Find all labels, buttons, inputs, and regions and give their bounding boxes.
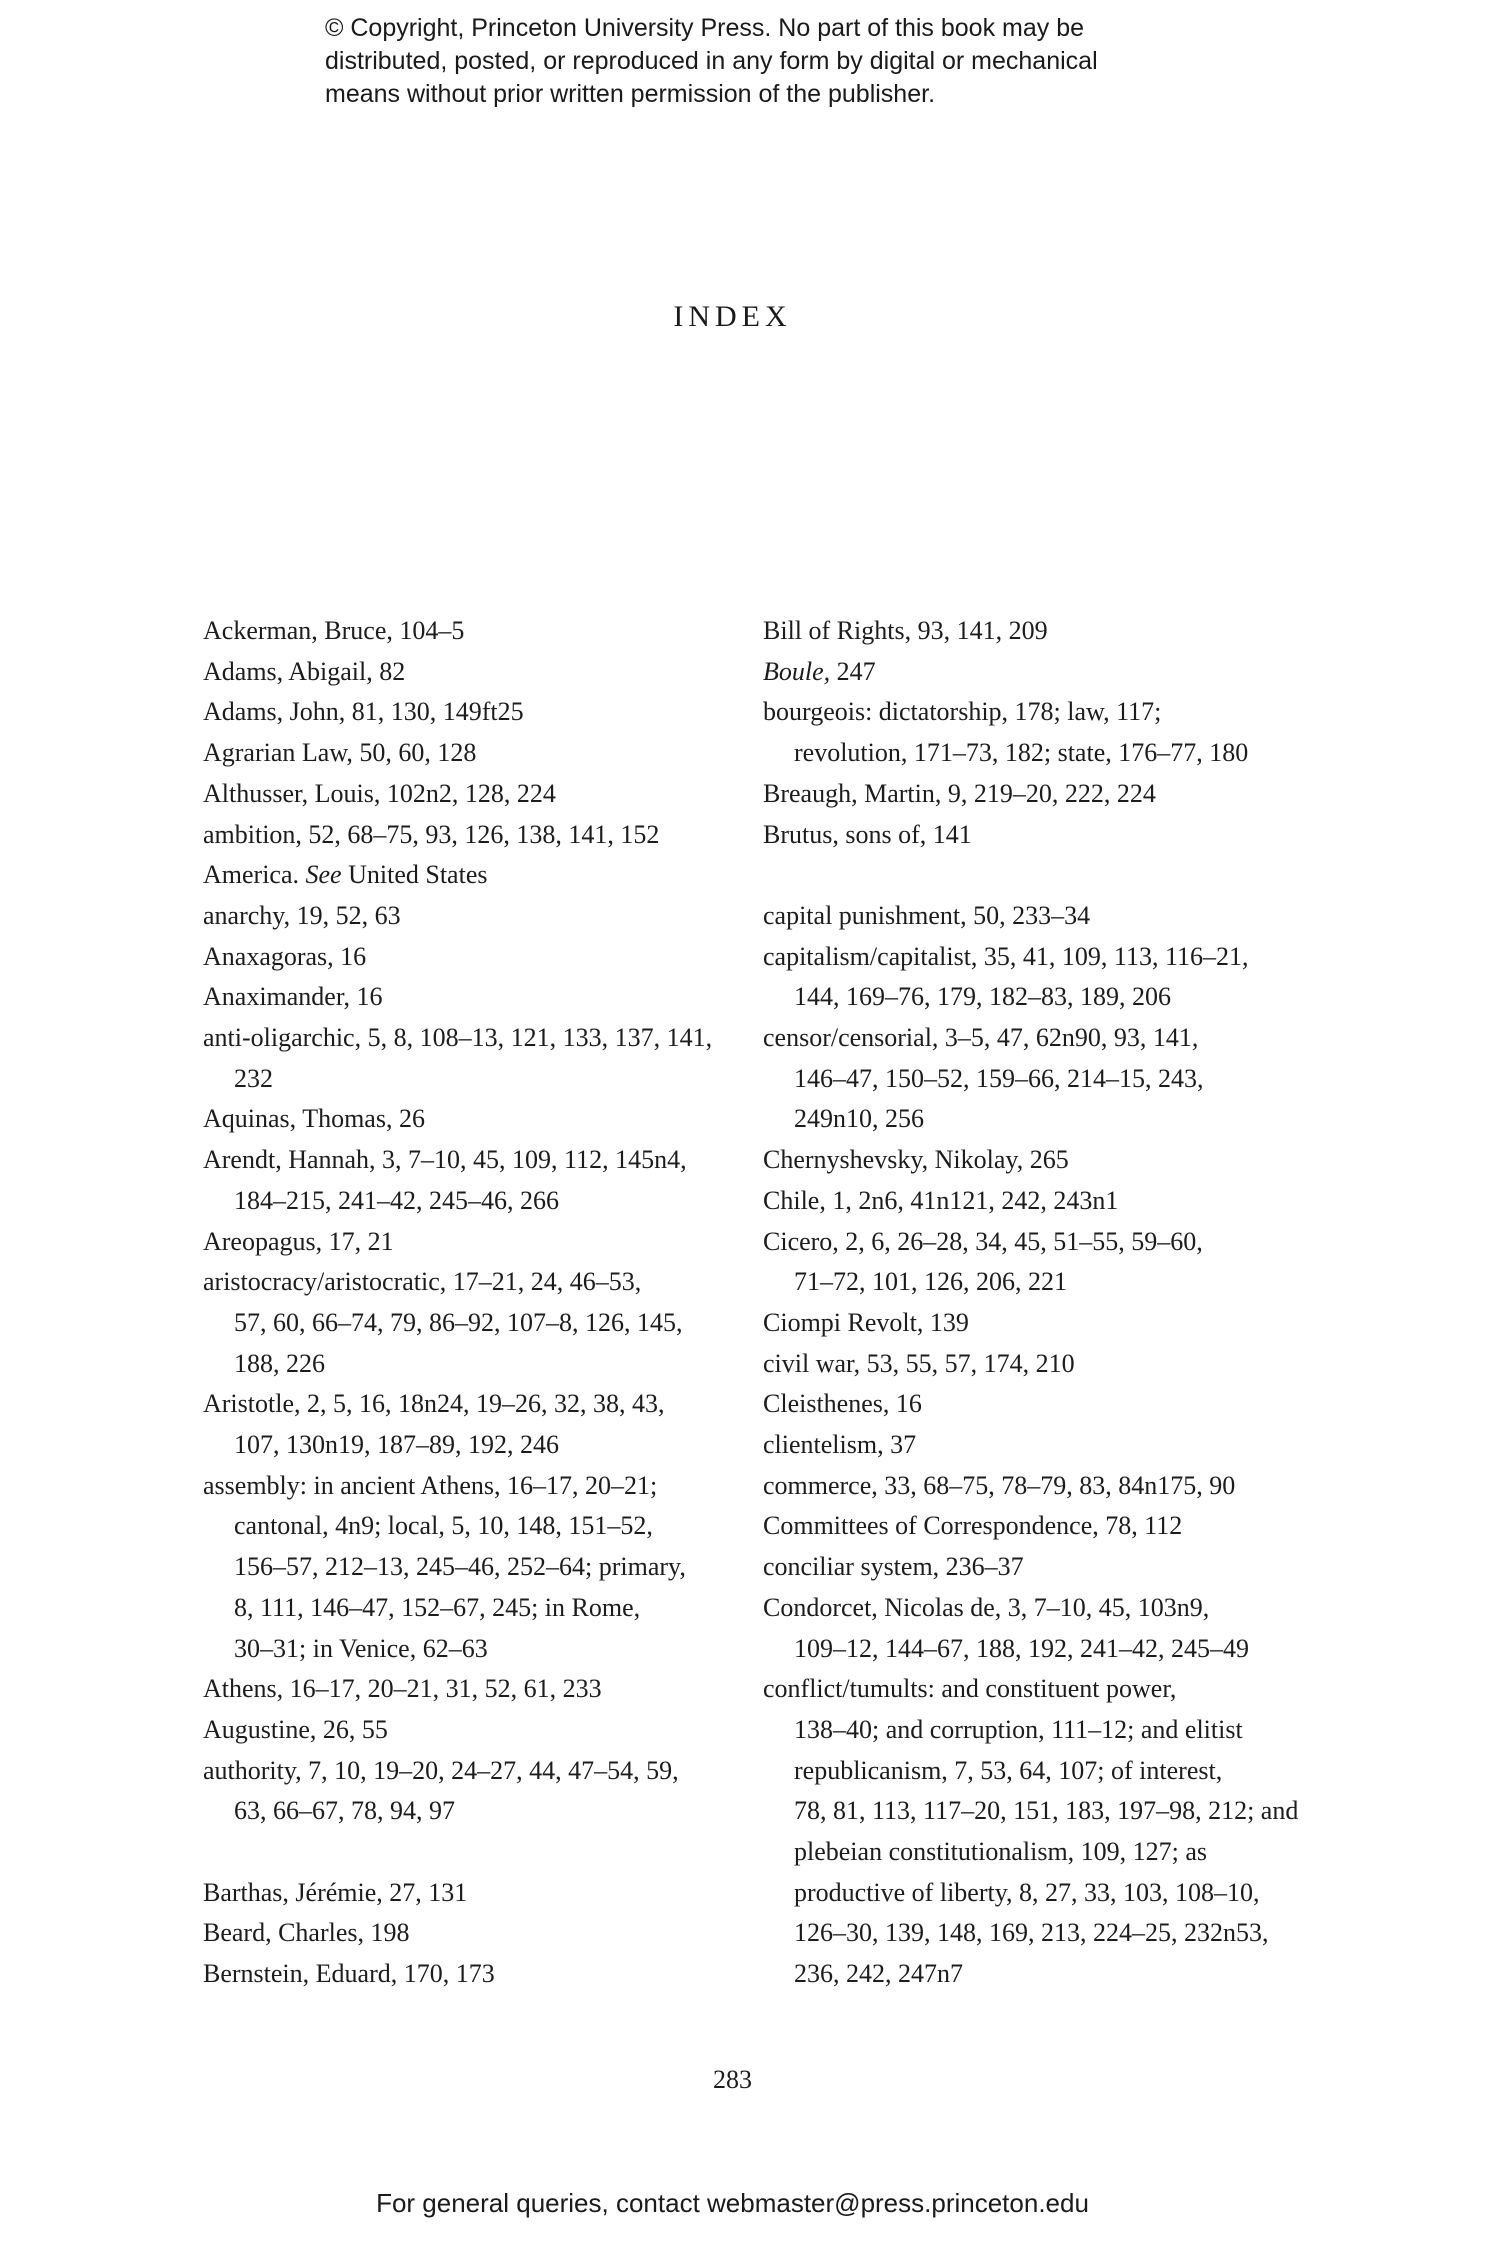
footer-contact: For general queries, contact webmaster@press.princeton.edu bbox=[376, 2188, 1089, 2218]
index-line: Barthas, Jérémie, 27, 131 bbox=[203, 1877, 468, 1907]
index-line: authority, 7, 10, 19–20, 24–27, 44, 47–54, 59, bbox=[203, 1755, 679, 1785]
index-line-continuation: 57, 60, 66–74, 79, 86–92, 107–8, 126, 145, bbox=[234, 1307, 683, 1337]
index-line: aristocracy/aristocratic, 17–21, 24, 46–53, bbox=[203, 1267, 642, 1297]
index-line: ambition, 52, 68–75, 93, 126, 138, 141, 152 bbox=[203, 819, 660, 849]
index-line: Adams, Abigail, 82 bbox=[203, 656, 406, 686]
index-line: Brutus, sons of, 141 bbox=[763, 819, 972, 849]
index-line: anti-oligarchic, 5, 8, 108–13, 121, 133, 137, 141, bbox=[203, 1023, 713, 1053]
index-line: Cleisthenes, 16 bbox=[763, 1389, 922, 1419]
index-line: assembly: in ancient Athens, 16–17, 20–21; bbox=[203, 1470, 658, 1500]
index-line: Chernyshevsky, Nikolay, 265 bbox=[763, 1145, 1069, 1175]
index-line-continuation: 184–215, 241–42, 245–46, 266 bbox=[234, 1185, 559, 1215]
index-line: Arendt, Hannah, 3, 7–10, 45, 109, 112, 145n4, bbox=[203, 1145, 687, 1175]
index-line-continuation: plebeian constitutionalism, 109, 127; as bbox=[794, 1837, 1208, 1867]
index-line-continuation: productive of liberty, 8, 27, 33, 103, 108–10, bbox=[794, 1877, 1260, 1907]
index-line: capitalism/capitalist, 35, 41, 109, 113, 116–21, bbox=[763, 941, 1249, 971]
index-line-continuation: 71–72, 101, 126, 206, 221 bbox=[794, 1267, 1067, 1297]
page-title: INDEX bbox=[673, 300, 792, 333]
index-line-continuation: 126–30, 139, 148, 169, 213, 224–25, 232n53, bbox=[794, 1918, 1269, 1948]
index-line-continuation: cantonal, 4n9; local, 5, 10, 148, 151–52, bbox=[234, 1511, 653, 1541]
index-line-continuation: 138–40; and corruption, 111–12; and elitist bbox=[794, 1714, 1243, 1744]
index-line-continuation: 249n10, 256 bbox=[794, 1104, 924, 1134]
index-line: Areopagus, 17, 21 bbox=[203, 1226, 394, 1256]
index-line: Beard, Charles, 198 bbox=[203, 1918, 410, 1948]
index-line-see bbox=[203, 855, 723, 896]
index-line: Aristotle, 2, 5, 16, 18n24, 19–26, 32, 38, 43, bbox=[203, 1389, 665, 1419]
index-line: clientelism, 37 bbox=[763, 1430, 917, 1460]
index-line: Aquinas, Thomas, 26 bbox=[203, 1104, 425, 1134]
index-line: censor/censorial, 3–5, 47, 62n90, 93, 141, bbox=[763, 1023, 1199, 1053]
page-number: 283 bbox=[713, 2065, 752, 2094]
index-line: conflict/tumults: and constituent power, bbox=[763, 1674, 1177, 1704]
index-line: Athens, 16–17, 20–21, 31, 52, 61, 233 bbox=[203, 1674, 602, 1704]
index-line: Ciompi Revolt, 139 bbox=[763, 1307, 969, 1337]
index-line-continuation: 144, 169–76, 179, 182–83, 189, 206 bbox=[794, 982, 1171, 1012]
index-line-continuation: 156–57, 212–13, 245–46, 252–64; primary, bbox=[234, 1552, 686, 1582]
copyright-line: means without prior written permission of the publisher. bbox=[325, 80, 936, 108]
copyright-notice bbox=[325, 12, 1325, 111]
index-line-continuation: 30–31; in Venice, 62–63 bbox=[234, 1633, 488, 1663]
index-line: bourgeois: dictatorship, 178; law, 117; bbox=[763, 697, 1162, 727]
index-line-continuation: 8, 111, 146–47, 152–67, 245; in Rome, bbox=[234, 1592, 641, 1622]
index-line-continuation: republicanism, 7, 53, 64, 107; of interest, bbox=[794, 1755, 1223, 1785]
index-line-continuation: 107, 130n19, 187–89, 192, 246 bbox=[234, 1430, 559, 1460]
index-line-continuation: 232 bbox=[234, 1063, 273, 1093]
index-line: Bernstein, Eduard, 170, 173 bbox=[203, 1959, 495, 1989]
index-line: Condorcet, Nicolas de, 3, 7–10, 45, 103n9, bbox=[763, 1592, 1210, 1622]
index-line: Anaxagoras, 16 bbox=[203, 941, 367, 971]
index-line: anarchy, 19, 52, 63 bbox=[203, 900, 401, 930]
index-line: Cicero, 2, 6, 26–28, 34, 45, 51–55, 59–60, bbox=[763, 1226, 1203, 1256]
index-line: Althusser, Louis, 102n2, 128, 224 bbox=[203, 778, 556, 808]
index-line-continuation: revolution, 171–73, 182; state, 176–77, 180 bbox=[794, 738, 1249, 768]
index-line-continuation: 63, 66–67, 78, 94, 97 bbox=[234, 1796, 455, 1826]
copyright-line: © Copyright, Princeton University Press. No part of this book may be bbox=[325, 14, 1085, 42]
copyright-line: distributed, posted, or reproduced in any form by digital or mechanical bbox=[325, 47, 1098, 75]
index-column-left bbox=[203, 611, 723, 1995]
index-line-continuation: 146–47, 150–52, 159–66, 214–15, 243, bbox=[794, 1063, 1204, 1093]
index-line: civil war, 53, 55, 57, 174, 210 bbox=[763, 1348, 1075, 1378]
index-line-italic bbox=[763, 652, 1283, 693]
index-line: conciliar system, 236–37 bbox=[763, 1552, 1024, 1582]
index-column-right bbox=[763, 611, 1299, 1995]
index-line-continuation: 78, 81, 113, 117–20, 151, 183, 197–98, 212; and bbox=[794, 1796, 1299, 1826]
index-line-continuation: 109–12, 144–67, 188, 192, 241–42, 245–49 bbox=[794, 1633, 1249, 1663]
index-line: Bill of Rights, 93, 141, 209 bbox=[763, 616, 1048, 645]
index-line: capital punishment, 50, 233–34 bbox=[763, 900, 1091, 930]
index-line-continuation: 236, 242, 247n7 bbox=[794, 1959, 963, 1989]
index-line: commerce, 33, 68–75, 78–79, 83, 84n175, 90 bbox=[763, 1470, 1236, 1500]
index-line: Committees of Correspondence, 78, 112 bbox=[763, 1511, 1183, 1541]
index-line-continuation: 188, 226 bbox=[234, 1348, 325, 1378]
section-gap bbox=[763, 855, 1283, 896]
index-line: Adams, John, 81, 130, 149ft25 bbox=[203, 697, 524, 727]
index-line: Augustine, 26, 55 bbox=[203, 1714, 388, 1744]
see-reference: America. See United States bbox=[203, 860, 488, 890]
index-line: Agrarian Law, 50, 60, 128 bbox=[203, 738, 477, 768]
index-line: Breaugh, Martin, 9, 219–20, 222, 224 bbox=[763, 778, 1156, 808]
section-gap bbox=[203, 1832, 723, 1873]
index-line: Chile, 1, 2n6, 41n121, 242, 243n1 bbox=[763, 1185, 1119, 1215]
index-line: Ackerman, Bruce, 104–5 bbox=[203, 616, 465, 645]
index-line: Anaximander, 16 bbox=[203, 982, 383, 1012]
italic-term: Boule, 247 bbox=[763, 656, 876, 686]
